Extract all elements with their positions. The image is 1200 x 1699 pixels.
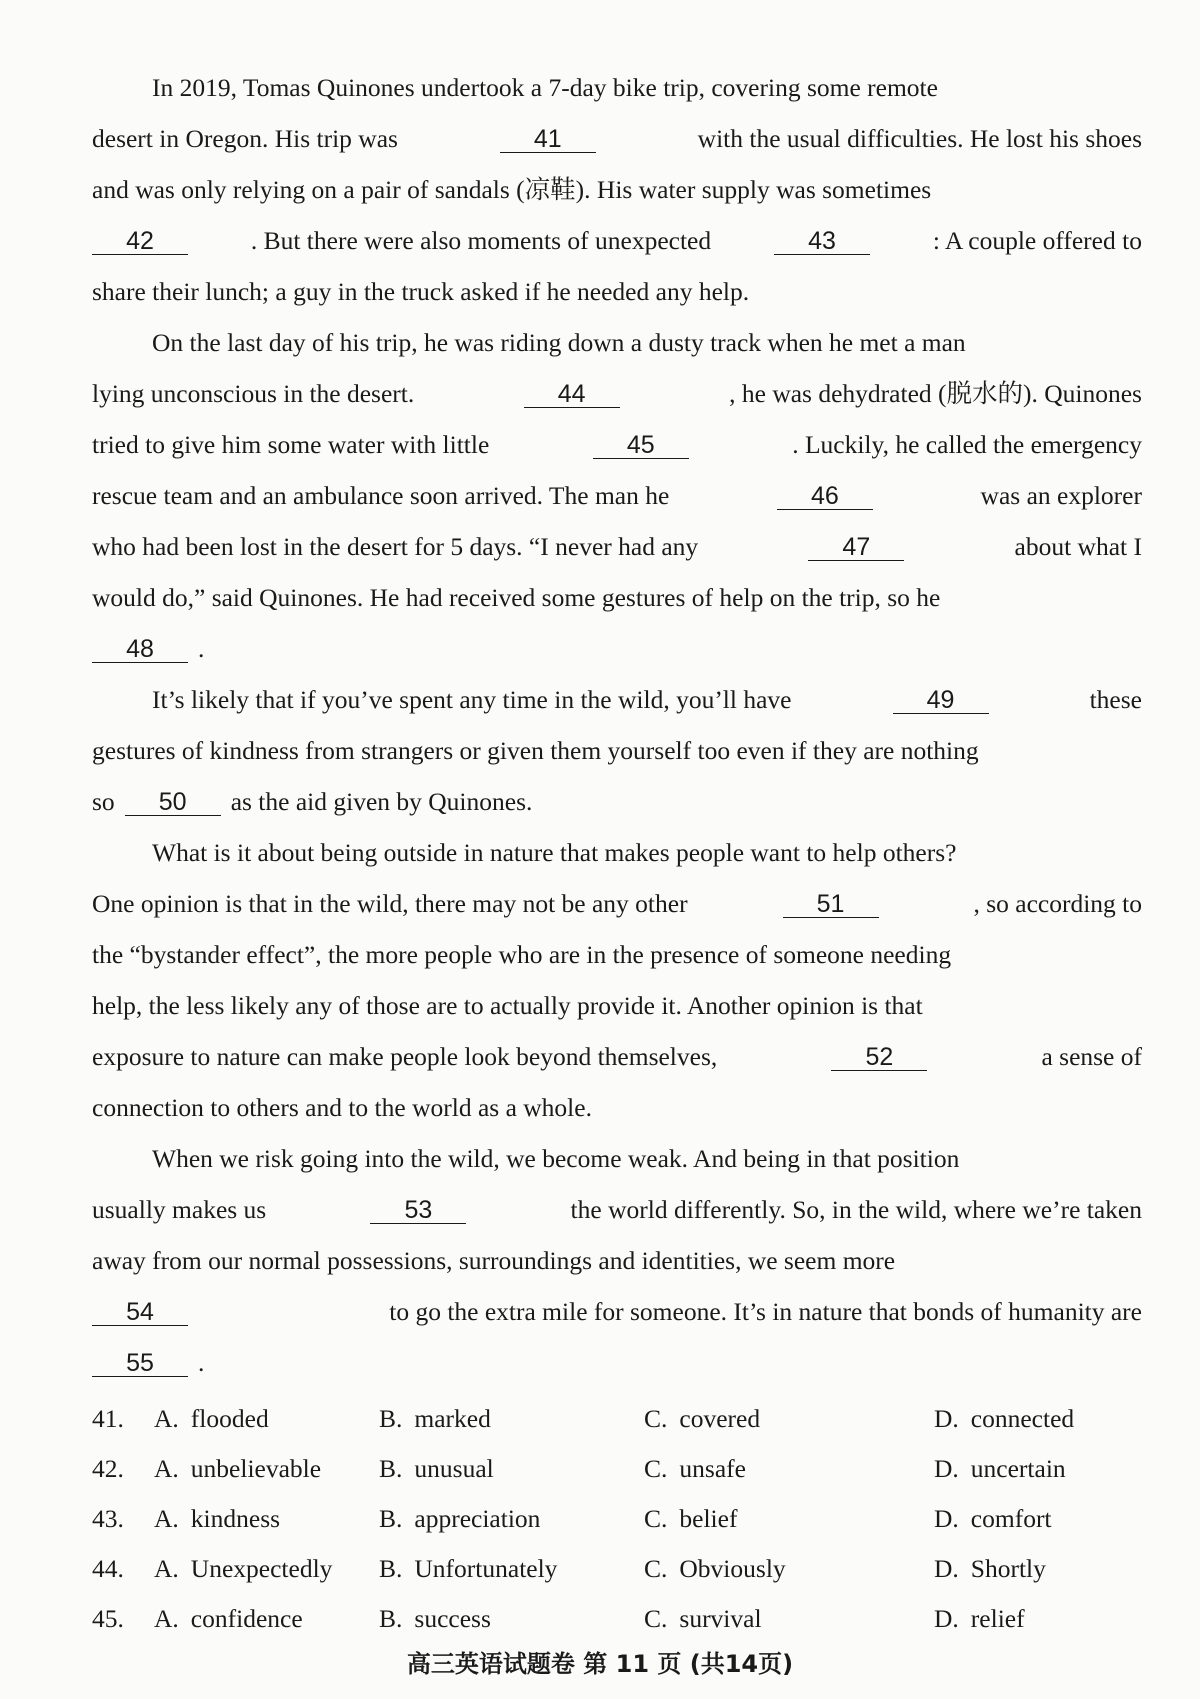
option-row (92, 1444, 1142, 1494)
text-segment: One opinion is that in the wild, there may not be any other (92, 889, 688, 918)
page-footer: 高三英语试题卷 第 11 页 (共14页) (406, 1650, 794, 1678)
text-line (92, 1031, 1142, 1082)
option-a (154, 1594, 379, 1644)
text-segment: When we risk going into the wild, we become weak. And being in that position (152, 1144, 960, 1173)
text-line (92, 164, 1142, 215)
option-a (154, 1544, 379, 1594)
option-letter: A. (154, 1554, 179, 1583)
answer-blank: 48 (92, 636, 188, 663)
option-letter: B. (379, 1504, 403, 1533)
paragraph (92, 1133, 1142, 1388)
text-line (92, 1337, 1142, 1388)
text-line (92, 419, 1142, 470)
text-segment: and was only relying on a pair of sandals (凉鞋). His water supply was sometimes (92, 175, 932, 204)
option-letter: D. (934, 1604, 959, 1633)
option-d (934, 1444, 1134, 1494)
question-number: 45. (92, 1604, 124, 1633)
answer-blank: 47 (808, 534, 904, 561)
option-a (154, 1494, 379, 1544)
text-line (92, 980, 1142, 1031)
option-text: kindness (190, 1504, 281, 1533)
text-segment: away from our normal possessions, surroundings and identities, we seem more (92, 1246, 896, 1275)
text-line (92, 674, 1142, 725)
option-letter: C. (644, 1554, 668, 1583)
option-text: Obviously (679, 1554, 786, 1583)
text-segment: about what I (1014, 532, 1142, 561)
text-segment: to go the extra mile for someone. It’s in nature that bonds of humanity are (389, 1297, 1142, 1326)
text-segment: would do,” said Quinones. He had received some gestures of help on the trip, so he (92, 583, 941, 612)
option-text: marked (414, 1404, 491, 1433)
answer-options (92, 1394, 1142, 1644)
text-line (92, 1133, 1142, 1184)
question-number: 43. (92, 1504, 124, 1533)
answer-blank: 51 (783, 891, 879, 918)
option-letter: A. (154, 1404, 179, 1433)
paragraph (92, 827, 1142, 1133)
text-line (92, 623, 1142, 674)
answer-blank: 46 (777, 483, 873, 510)
option-text: Unexpectedly (190, 1554, 333, 1583)
option-letter: D. (934, 1504, 959, 1533)
text-line (92, 470, 1142, 521)
option-text: belief (679, 1504, 738, 1533)
answer-blank: 53 (370, 1197, 466, 1224)
text-line (92, 776, 1142, 827)
text-segment: connection to others and to the world as a whole. (92, 1093, 592, 1122)
text-segment: as the aid given by Quinones. (230, 787, 533, 816)
text-line (92, 827, 1142, 878)
text-line (92, 368, 1142, 419)
option-c (644, 1494, 934, 1544)
text-segment: so (92, 787, 115, 816)
exam-page (92, 62, 1142, 1644)
text-segment: tried to give him some water with little (92, 430, 490, 459)
text-segment: the “bystander effect”, the more people who are in the presence of someone needing (92, 940, 952, 969)
text-segment: . Luckily, he called the emergency (792, 430, 1142, 459)
text-segment: who had been lost in the desert for 5 days. “I never had any (92, 532, 699, 561)
option-d (934, 1494, 1134, 1544)
text-segment: , he was dehydrated (脱水的). Quinones (729, 379, 1142, 408)
option-letter: B. (379, 1404, 403, 1433)
option-letter: D. (934, 1404, 959, 1433)
answer-blank: 44 (524, 381, 620, 408)
cloze-passage (92, 62, 1142, 1388)
option-d (934, 1544, 1134, 1594)
text-segment: the world differently. So, in the wild, where we’re taken (570, 1195, 1142, 1224)
text-segment: In 2019, Tomas Quinones undertook a 7-day bike trip, covering some remote (152, 73, 938, 102)
paragraph (92, 317, 1142, 674)
option-b (379, 1444, 644, 1494)
option-b (379, 1494, 644, 1544)
option-text: unusual (414, 1454, 494, 1483)
text-segment: . (198, 634, 205, 663)
text-segment: desert in Oregon. His trip was (92, 124, 398, 153)
option-text: connected (970, 1404, 1075, 1433)
option-b (379, 1394, 644, 1444)
option-letter: D. (934, 1554, 959, 1583)
answer-blank: 49 (893, 687, 989, 714)
option-a (154, 1394, 379, 1444)
text-segment: What is it about being outside in nature that makes people want to help others? (152, 838, 957, 867)
option-c (644, 1394, 934, 1444)
text-line (92, 1286, 1142, 1337)
text-line (92, 1082, 1142, 1133)
option-text: covered (679, 1404, 761, 1433)
text-line (92, 929, 1142, 980)
text-segment: : A couple offered to (932, 226, 1142, 255)
text-segment: a sense of (1041, 1042, 1142, 1071)
question-number: 44. (92, 1554, 124, 1583)
option-c (644, 1594, 934, 1644)
question-number: 41. (92, 1404, 124, 1433)
text-segment: was an explorer (980, 481, 1142, 510)
option-b (379, 1594, 644, 1644)
option-row (92, 1544, 1142, 1594)
option-row (92, 1394, 1142, 1444)
option-row (92, 1594, 1142, 1644)
option-letter: B. (379, 1554, 403, 1583)
text-line (92, 1235, 1142, 1286)
option-text: relief (970, 1604, 1025, 1633)
text-segment: gestures of kindness from strangers or given them yourself too even if they are nothing (92, 736, 979, 765)
text-line (92, 572, 1142, 623)
text-segment: these (1089, 685, 1142, 714)
text-line (92, 113, 1142, 164)
text-line (92, 1184, 1142, 1235)
text-segment: On the last day of his trip, he was riding down a dusty track when he met a man (152, 328, 966, 357)
option-a (154, 1444, 379, 1494)
answer-blank: 50 (125, 789, 221, 816)
option-text: appreciation (414, 1504, 541, 1533)
text-line (92, 521, 1142, 572)
option-text: unsafe (679, 1454, 746, 1483)
option-letter: C. (644, 1404, 668, 1433)
option-letter: B. (379, 1454, 403, 1483)
text-segment: . (198, 1348, 205, 1377)
text-segment: with the usual difficulties. He lost his shoes (697, 124, 1142, 153)
text-segment: exposure to nature can make people look beyond themselves, (92, 1042, 718, 1071)
option-text: success (414, 1604, 491, 1633)
option-row (92, 1494, 1142, 1544)
option-text: flooded (190, 1404, 269, 1433)
text-segment: . But there were also moments of unexpected (250, 226, 712, 255)
text-line (92, 725, 1142, 776)
answer-blank: 41 (500, 126, 596, 153)
answer-blank: 52 (831, 1044, 927, 1071)
paragraph (92, 674, 1142, 827)
option-letter: D. (934, 1454, 959, 1483)
option-letter: C. (644, 1604, 668, 1633)
option-d (934, 1394, 1134, 1444)
paragraph (92, 62, 1142, 317)
option-letter: A. (154, 1454, 179, 1483)
option-letter: A. (154, 1604, 179, 1633)
text-segment: share their lunch; a guy in the truck asked if he needed any help. (92, 277, 750, 306)
text-segment: usually makes us (92, 1195, 267, 1224)
answer-blank: 55 (92, 1350, 188, 1377)
answer-blank: 42 (92, 228, 188, 255)
option-d (934, 1594, 1134, 1644)
text-segment: help, the less likely any of those are to actually provide it. Another opinion is that (92, 991, 923, 1020)
text-segment: rescue team and an ambulance soon arrived. The man he (92, 481, 670, 510)
option-letter: C. (644, 1454, 668, 1483)
text-line (92, 215, 1142, 266)
option-letter: C. (644, 1504, 668, 1533)
option-b (379, 1544, 644, 1594)
answer-blank: 54 (92, 1299, 188, 1326)
option-text: comfort (970, 1504, 1052, 1533)
text-segment: , so according to (973, 889, 1142, 918)
option-c (644, 1444, 934, 1494)
option-letter: A. (154, 1504, 179, 1533)
option-text: unbelievable (190, 1454, 322, 1483)
option-c (644, 1544, 934, 1594)
text-line (92, 317, 1142, 368)
text-line (92, 266, 1142, 317)
text-line (92, 878, 1142, 929)
question-number: 42. (92, 1454, 124, 1483)
answer-blank: 45 (593, 432, 689, 459)
option-text: survival (679, 1604, 762, 1633)
option-letter: B. (379, 1604, 403, 1633)
answer-blank: 43 (774, 228, 870, 255)
option-text: confidence (190, 1604, 303, 1633)
text-line (92, 62, 1142, 113)
text-segment: It’s likely that if you’ve spent any time in the wild, you’ll have (152, 685, 792, 714)
text-segment: lying unconscious in the desert. (92, 379, 415, 408)
option-text: Shortly (970, 1554, 1046, 1583)
option-text: Unfortunately (414, 1554, 558, 1583)
option-text: uncertain (970, 1454, 1066, 1483)
